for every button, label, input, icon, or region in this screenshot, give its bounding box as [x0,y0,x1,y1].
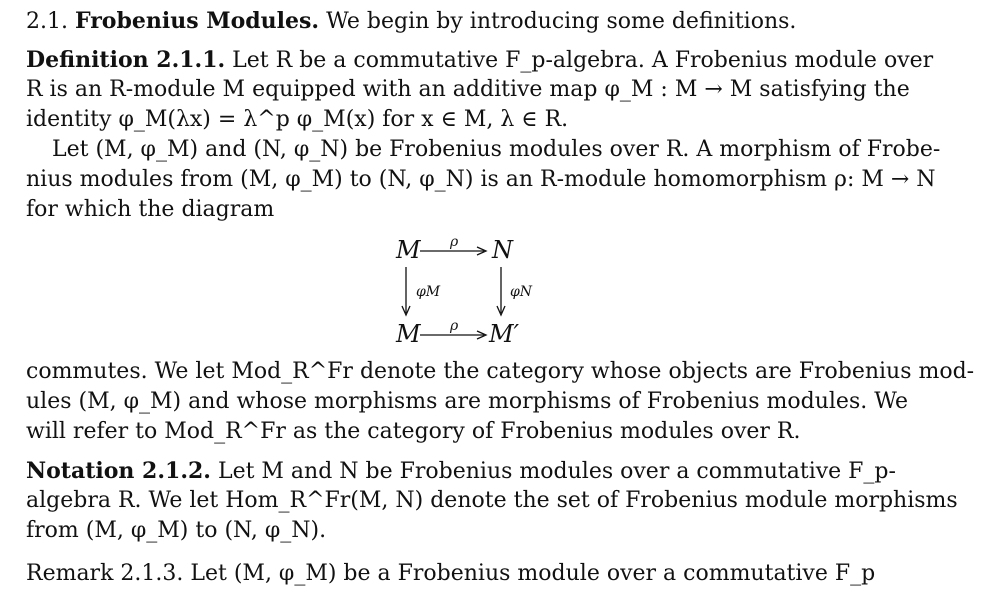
diagram-arrows [26,225,906,357]
notation-text-2: algebra R. We let Hom_R^Fr(M, N) denote the set of Frobenius module morphisms [26,488,958,513]
section-number: 2.1. [26,9,68,34]
right-arrow-label: φN [510,284,533,300]
notation-label: Notation 2.1.2. [26,458,211,484]
notation-line-2 [26,486,958,516]
definition-line-3 [26,105,906,135]
after-text-2: ules (M, φ_M) and whose morphisms are morphisms of Frobenius modules. We [26,389,909,414]
left-arrow-label: φM [416,284,441,300]
definition-line-1 [26,45,934,75]
definition-text-5: nius modules from (M, φ_M) to (N, φ_N) is an R-module homomorphism ρ: M → N [26,167,936,192]
after-text-3: will refer to Mod_R^Fr as the category of Frobenius modules over R. [26,419,801,444]
after-line-2 [26,387,909,417]
definition-text-6: for which the diagram [26,197,275,222]
definition-line-5 [26,165,936,195]
node-top-left: M [396,236,421,264]
node-bottom-left: M [396,320,421,348]
after-line-1 [26,357,975,387]
notation-text-1: Let M and N be Frobenius modules over a commutative F_p- [217,459,896,484]
cutoff-next-line [26,555,906,586]
definition-text-2: R is an R-module M equipped with an additive map φ_M : M → M satisfying the [26,77,910,102]
definition-line-2 [26,75,910,105]
notation-line-1 [26,456,906,486]
definition-line-4 [26,135,941,165]
node-bottom-right: M′ [489,320,520,348]
paper-page [26,0,975,546]
commutative-diagram [26,225,906,357]
definition-text-1: Let R be a commutative F_p-algebra. A Frobenius module over [232,48,934,73]
after-line-3 [26,417,906,447]
top-arrow-label: ρ [450,234,459,250]
definition-text-3: identity φ_M(λx) = λ^p φ_M(x) for x ∈ M, λ ∈ R. [26,107,569,132]
notation-text-3: from (M, φ_M) to (N, φ_N). [26,518,327,543]
after-text-1: commutes. We let Mod_R^Fr denote the category whose objects are Frobenius mod- [26,359,975,384]
section-title: Frobenius Modules. [74,8,320,34]
node-top-right: N [492,236,513,264]
section-heading [26,6,906,36]
section-intro: We begin by introducing some definitions. [326,9,797,34]
definition-label: Definition 2.1.1. [26,47,226,73]
definition-line-6 [26,195,906,225]
notation-line-3 [26,516,906,546]
definition-text-4: Let (M, φ_M) and (N, φ_N) be Frobenius modules over R. A morphism of Frobe- [52,137,941,162]
bottom-arrow-label: ρ [450,318,459,334]
cutoff-text: Remark 2.1.3. Let (M, φ_M) be a Frobenius module over a commutative F_p [26,561,876,586]
